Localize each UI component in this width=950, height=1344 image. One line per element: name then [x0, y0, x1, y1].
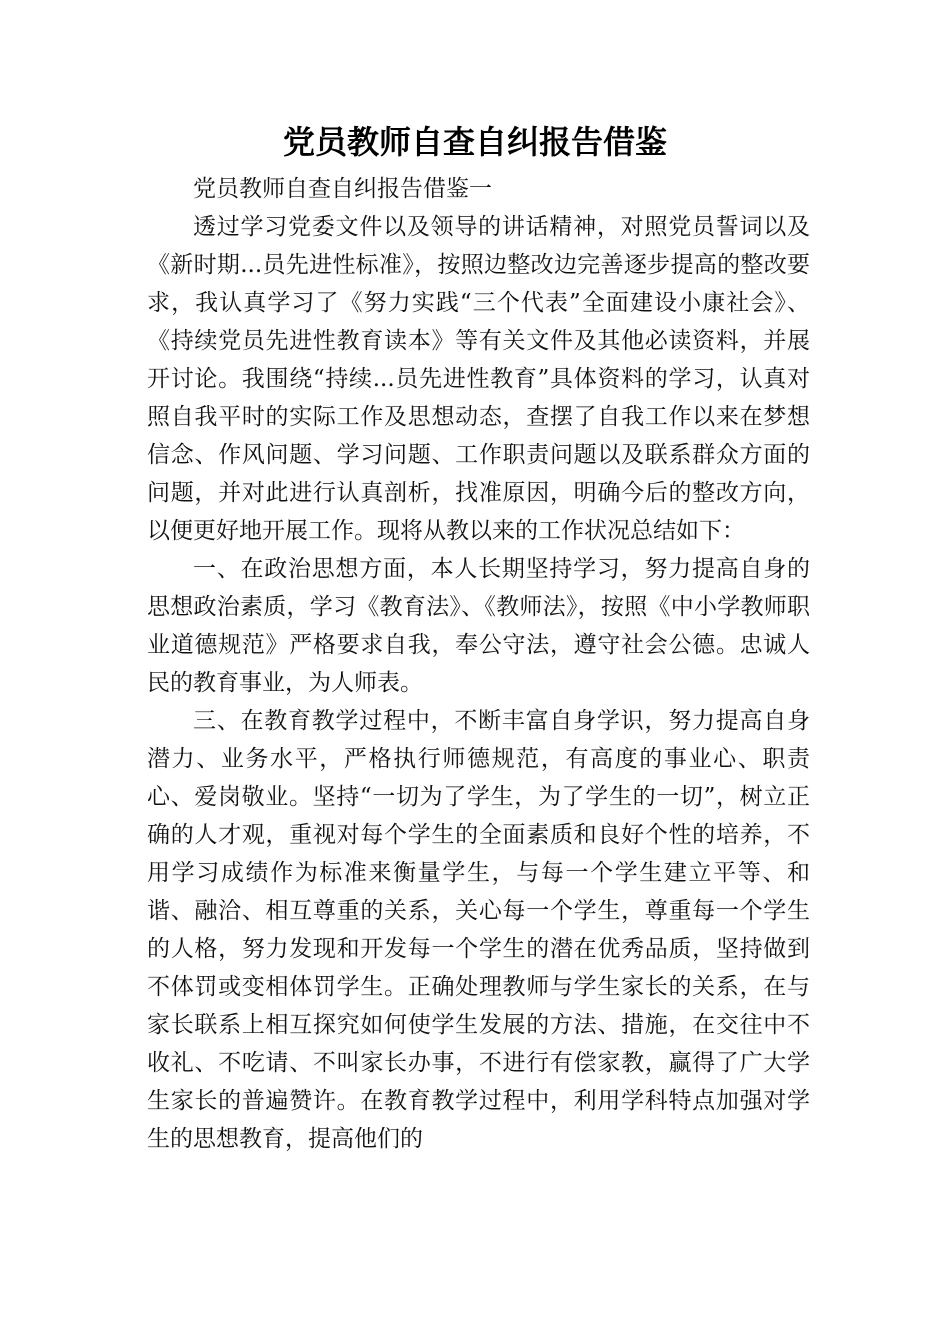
document-title: 党员教师自查自纠报告借鉴 — [282, 123, 667, 161]
document-body — [147, 170, 810, 1158]
political-thought-paragraph: 一、在政治思想方面，本人长期坚持学习，努力提高自身的思想政治素质，学习《教育法》、《教师法》，按照《中小学教师职业道德规范》严格要求自我，奉公守法，遵守社会公德。忠诚人民的教育事业，为人师表。 — [147, 556, 810, 696]
teaching-paragraph: 三、在教育教学过程中，不断丰富自身学识，努力提高自身潜力、业务水平，严格执行师德规范，有高度的事业心、职责心、爱岗敬业。坚持“一切为了学生，为了学生的一切”，树立正确的人才观，重视对每个学生的全面素质和良好个性的培养，不用学习成绩作为标准来衡量学生，与每一个学生建立平等、和谐、融洽、相互尊重的关系，关心每一个学生，尊重每一个学生的人格，努力发现和开发每一个学生的潜在优秀品质，坚持做到不体罚或变相体罚学生。正确处理教师与学生家长的关系，在与家长联系上相互探究如何使学生发展的方法、措施，在交往中不收礼、不吃请、不叫家长办事，不进行有偿家教，赢得了广大学生家长的普遍赞许。在教育教学过程中，利用学科特点加强对学生的思想教育，提高他们的 — [147, 708, 810, 1152]
subtitle-paragraph: 党员教师自查自纠报告借鉴一 — [193, 176, 492, 202]
intro-paragraph: 透过学习党委文件以及领导的讲话精神，对照党员誓词以及《新时期...员先进性标准》，按照边整改边完善逐步提高的整改要求，我认真学习了《努力实践“三个代表”全面建设小康社会》、《持续党员先进性教育读本》等有关文件及其他必读资料，并展开讨论。我围绕“持续...员先进性教育”具体资料的学习，认真对照自我平时的实际工作及思想动态，查摆了自我工作以来在梦想信念、作风问题、学习问题、工作职责问题以及联系群众方面的问题，并对此进行认真剖析，找准原因，明确今后的整改方向，以便更好地开展工作。现将从教以来的工作状况总结如下： — [147, 214, 810, 544]
